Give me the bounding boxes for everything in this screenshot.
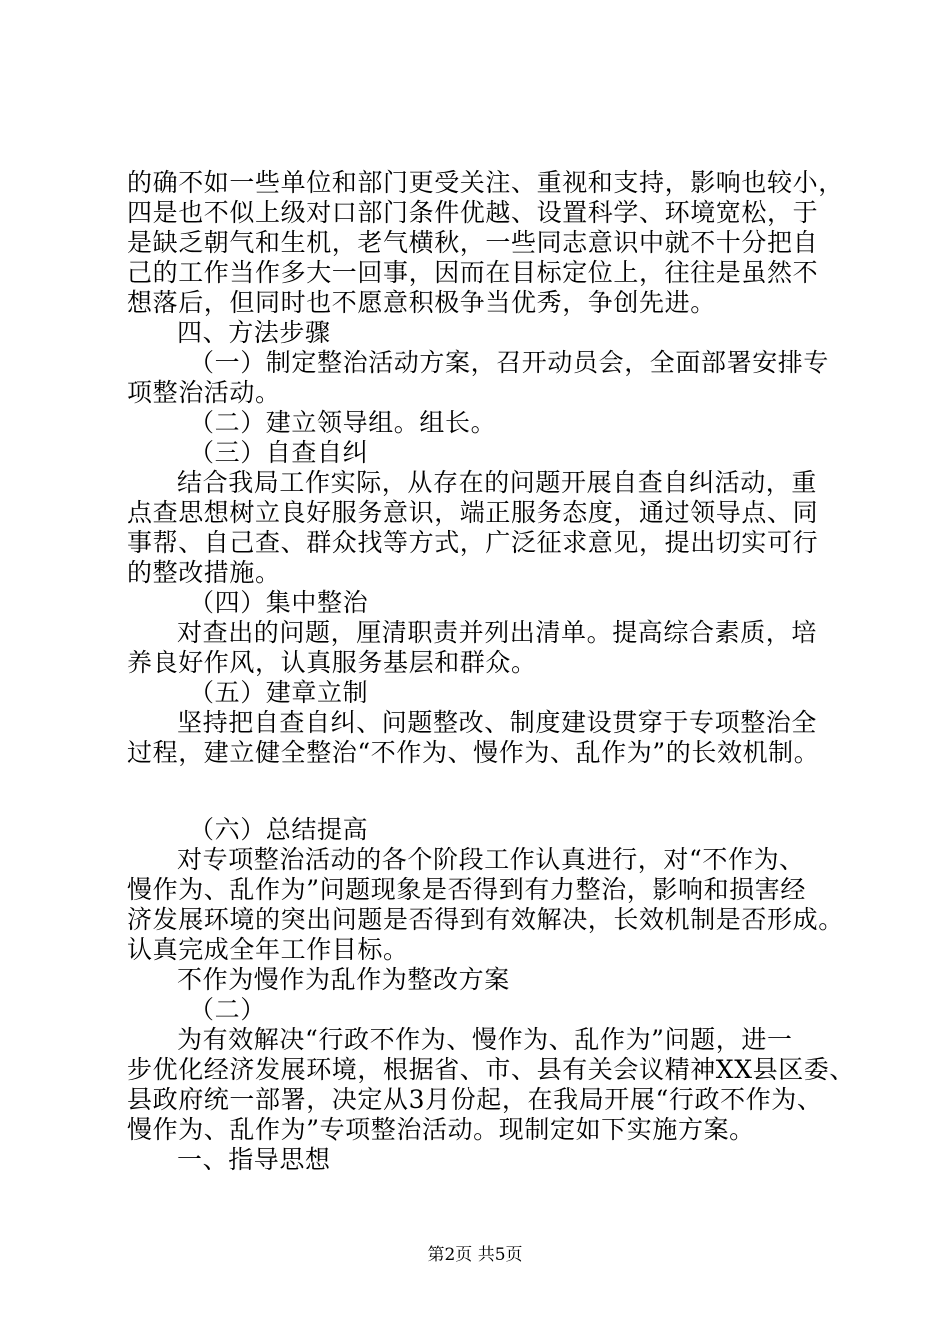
document-title: 不作为慢作为乱作为整改方案 xyxy=(177,965,510,994)
section-heading: 一、指导思想 xyxy=(177,1145,331,1174)
paragraph-start: 为有效解决“行政不作为、慢作为、乱作为”问题，进一 xyxy=(177,1025,793,1054)
paragraph-start: 对查出的问题，厘清职责并列出清单。提高综合素质，培 xyxy=(177,618,818,647)
text-line: 过程，建立健全整治“不作为、慢作为、乱作为”的长效机制。 xyxy=(127,738,820,767)
paragraph-start: 坚持把自查自纠、问题整改、制度建设贯穿于专项整治全 xyxy=(177,708,818,737)
text-line: 想落后，但同时也不愿意积极争当优秀，争创先进。 xyxy=(127,288,716,317)
text-line: 济发展环境的突出问题是否得到有效解决，长效机制是否形成。 xyxy=(127,905,844,934)
paragraph-gap xyxy=(127,768,847,815)
text-line: 是缺乏朝气和生机，老气横秋，一些同志意识中就不十分把自 xyxy=(127,228,819,257)
text-line: 认真完成全年工作目标。 xyxy=(127,935,409,964)
subsection-heading: （四）集中整治 xyxy=(189,588,369,617)
document-subtitle: （二） xyxy=(189,995,266,1024)
text-line: 事帮、自己查、群众找等方式，广泛征求意见，提出切实可行 xyxy=(127,528,819,557)
text-line: 县政府统一部署，决定从3月份起，在我局开展“行政不作为、 xyxy=(127,1085,823,1114)
text-line: 四是也不似上级对口部门条件优越、设置科学、环境宽松，于 xyxy=(127,198,819,227)
paragraph-start: 结合我局工作实际，从存在的问题开展自查自纠活动，重 xyxy=(177,468,818,497)
document-body xyxy=(127,168,855,1175)
text-line: 己的工作当作多大一回事，因而在目标定位上，往往是虽然不 xyxy=(127,258,819,287)
subsection-heading: （六）总结提高 xyxy=(189,815,369,844)
subsection-heading: （三）自查自纠 xyxy=(189,438,369,467)
text-line: 养良好作风，认真服务基层和群众。 xyxy=(127,648,537,677)
text-line: 的确不如一些单位和部门更受关注、重视和支持，影响也较小， xyxy=(127,168,844,197)
text-line: 项整治活动。 xyxy=(127,378,281,407)
text-line: 慢作为、乱作为”专项整治活动。现制定如下实施方案。 xyxy=(127,1115,755,1144)
paragraph-start: 对专项整治活动的各个阶段工作认真进行，对“不作为、 xyxy=(177,845,805,874)
text-line: 点查思想树立良好服务意识，端正服务态度，通过领导点、同 xyxy=(127,498,819,527)
subsection-heading: （二）建立领导组。组长。 xyxy=(189,408,497,437)
subsection-heading: （五）建章立制 xyxy=(189,678,369,707)
text-line: 步优化经济发展环境，根据省、市、县有关会议精神XX县区委、 xyxy=(127,1055,855,1084)
text-line: 慢作为、乱作为”问题现象是否得到有力整治，影响和损害经 xyxy=(127,875,806,904)
subsection-line: （一）制定整治活动方案，召开动员会，全面部署安排专 xyxy=(189,348,830,377)
page-footer: 第2页 共5页 xyxy=(427,1245,523,1265)
text-line: 的整改措施。 xyxy=(127,558,281,587)
section-heading: 四、方法步骤 xyxy=(177,318,331,347)
